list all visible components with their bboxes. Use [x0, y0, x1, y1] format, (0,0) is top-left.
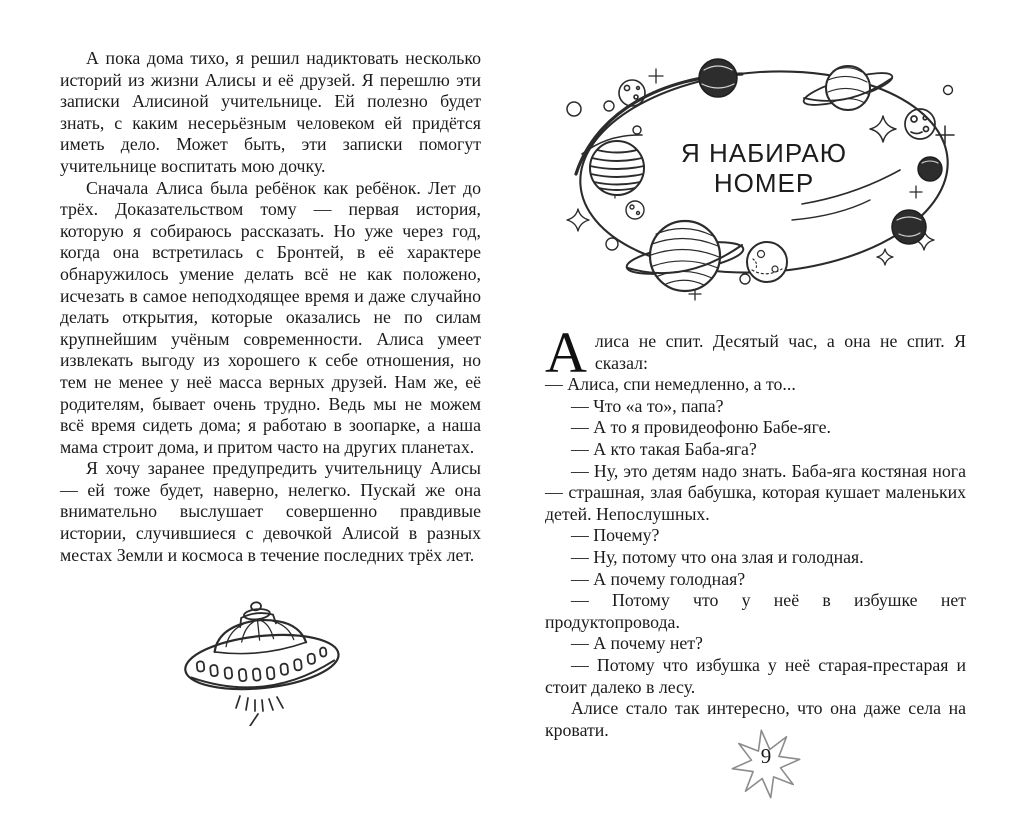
- chapter-title-line2: НОМЕР: [713, 168, 815, 198]
- dialogue-line: — А почему нет?: [571, 633, 703, 654]
- chapter-header: [552, 42, 976, 326]
- drop-cap: А: [545, 320, 587, 385]
- left-page-text: [60, 48, 481, 566]
- chapter-title: [552, 138, 976, 198]
- flying-saucer-illustration: [162, 598, 372, 726]
- dialogue-line: — Алиса, спи немедленно, а то...: [545, 374, 796, 395]
- page-number-badge: [727, 723, 805, 801]
- dialogue-line: — А то я провидеофоню Бабе-яге.: [571, 417, 832, 438]
- flying-saucer-icon: [162, 598, 372, 726]
- paragraph: А пока дома тихо, я решил надиктовать несколько историй из жизни Алисы и её друзей. Я перешлю эти записки Алисиной учительнице. Ей полезно будет знать, с каким несерьёзным человеком ей придётся иметь дело. Может быть, эти записки помогут учительнице воспитать мою дочку.: [60, 48, 481, 176]
- ufo-beam-lines: [236, 696, 283, 726]
- narration-line: Алисе стало так интересно, что она даже села на кровати.: [545, 698, 966, 740]
- dialogue-line: — Ну, потому что она злая и голодная.: [571, 546, 864, 567]
- dialogue-line: — Потому что у неё в избушке нет продуктопровода.: [545, 590, 966, 632]
- dialogue-line: — Потому что избушка у неё старая-престарая и стоит далеко в лесу.: [545, 654, 966, 697]
- paragraph: Я хочу заранее предупредить учительницу Алисы — ей тоже будет, наверно, нелегко. Пускай же она внимательно выслушает совершенно правдивые истории, случившиеся с девочкой Алисой в разных местах Земли и космоса в течение последних трёх лет.: [60, 458, 481, 565]
- chapter-title-line1: Я НАБИРАЮ: [680, 138, 848, 168]
- opening-line: лиса не спит. Десятый час, а она не спит. Я сказал:: [594, 331, 966, 373]
- page-number: 9: [760, 743, 772, 768]
- dialogue-line: — А кто такая Баба-яга?: [571, 438, 757, 459]
- dialogue-line: — Что «а то», папа?: [571, 395, 724, 416]
- dialogue-line: — Почему?: [571, 525, 660, 546]
- right-page-text: [545, 320, 966, 741]
- dialogue-line: — А почему голодная?: [571, 568, 746, 589]
- paragraph: Сначала Алиса была ребёнок как ребёнок. Лет до трёх. Доказательством тому — первая история, которую я собираюсь рассказать. Но уже через год, когда она встретилась с Бронтей, в её характере обнаружилось умение делать всё не как положено, исчезать в самое неподходящее время и даже случайно делать открытия, которые оказались не по силам крупнейшим учёным современности. Алиса умеет извлекать выгоду из хорошего к себе отношения, но тем не менее у неё масса верных друзей. Нам же, её родителям, бывает очень трудно. Ведь мы не можем всё время сидеть дома; я работаю в зоопарке, а наша мама строит дома, и притом часто на других планетах.: [60, 177, 481, 457]
- dialogue-line: — Ну, это детям надо знать. Баба-яга костяная нога — страшная, злая бабушка, которая кушает маленьких детей. Непослушных.: [545, 460, 966, 524]
